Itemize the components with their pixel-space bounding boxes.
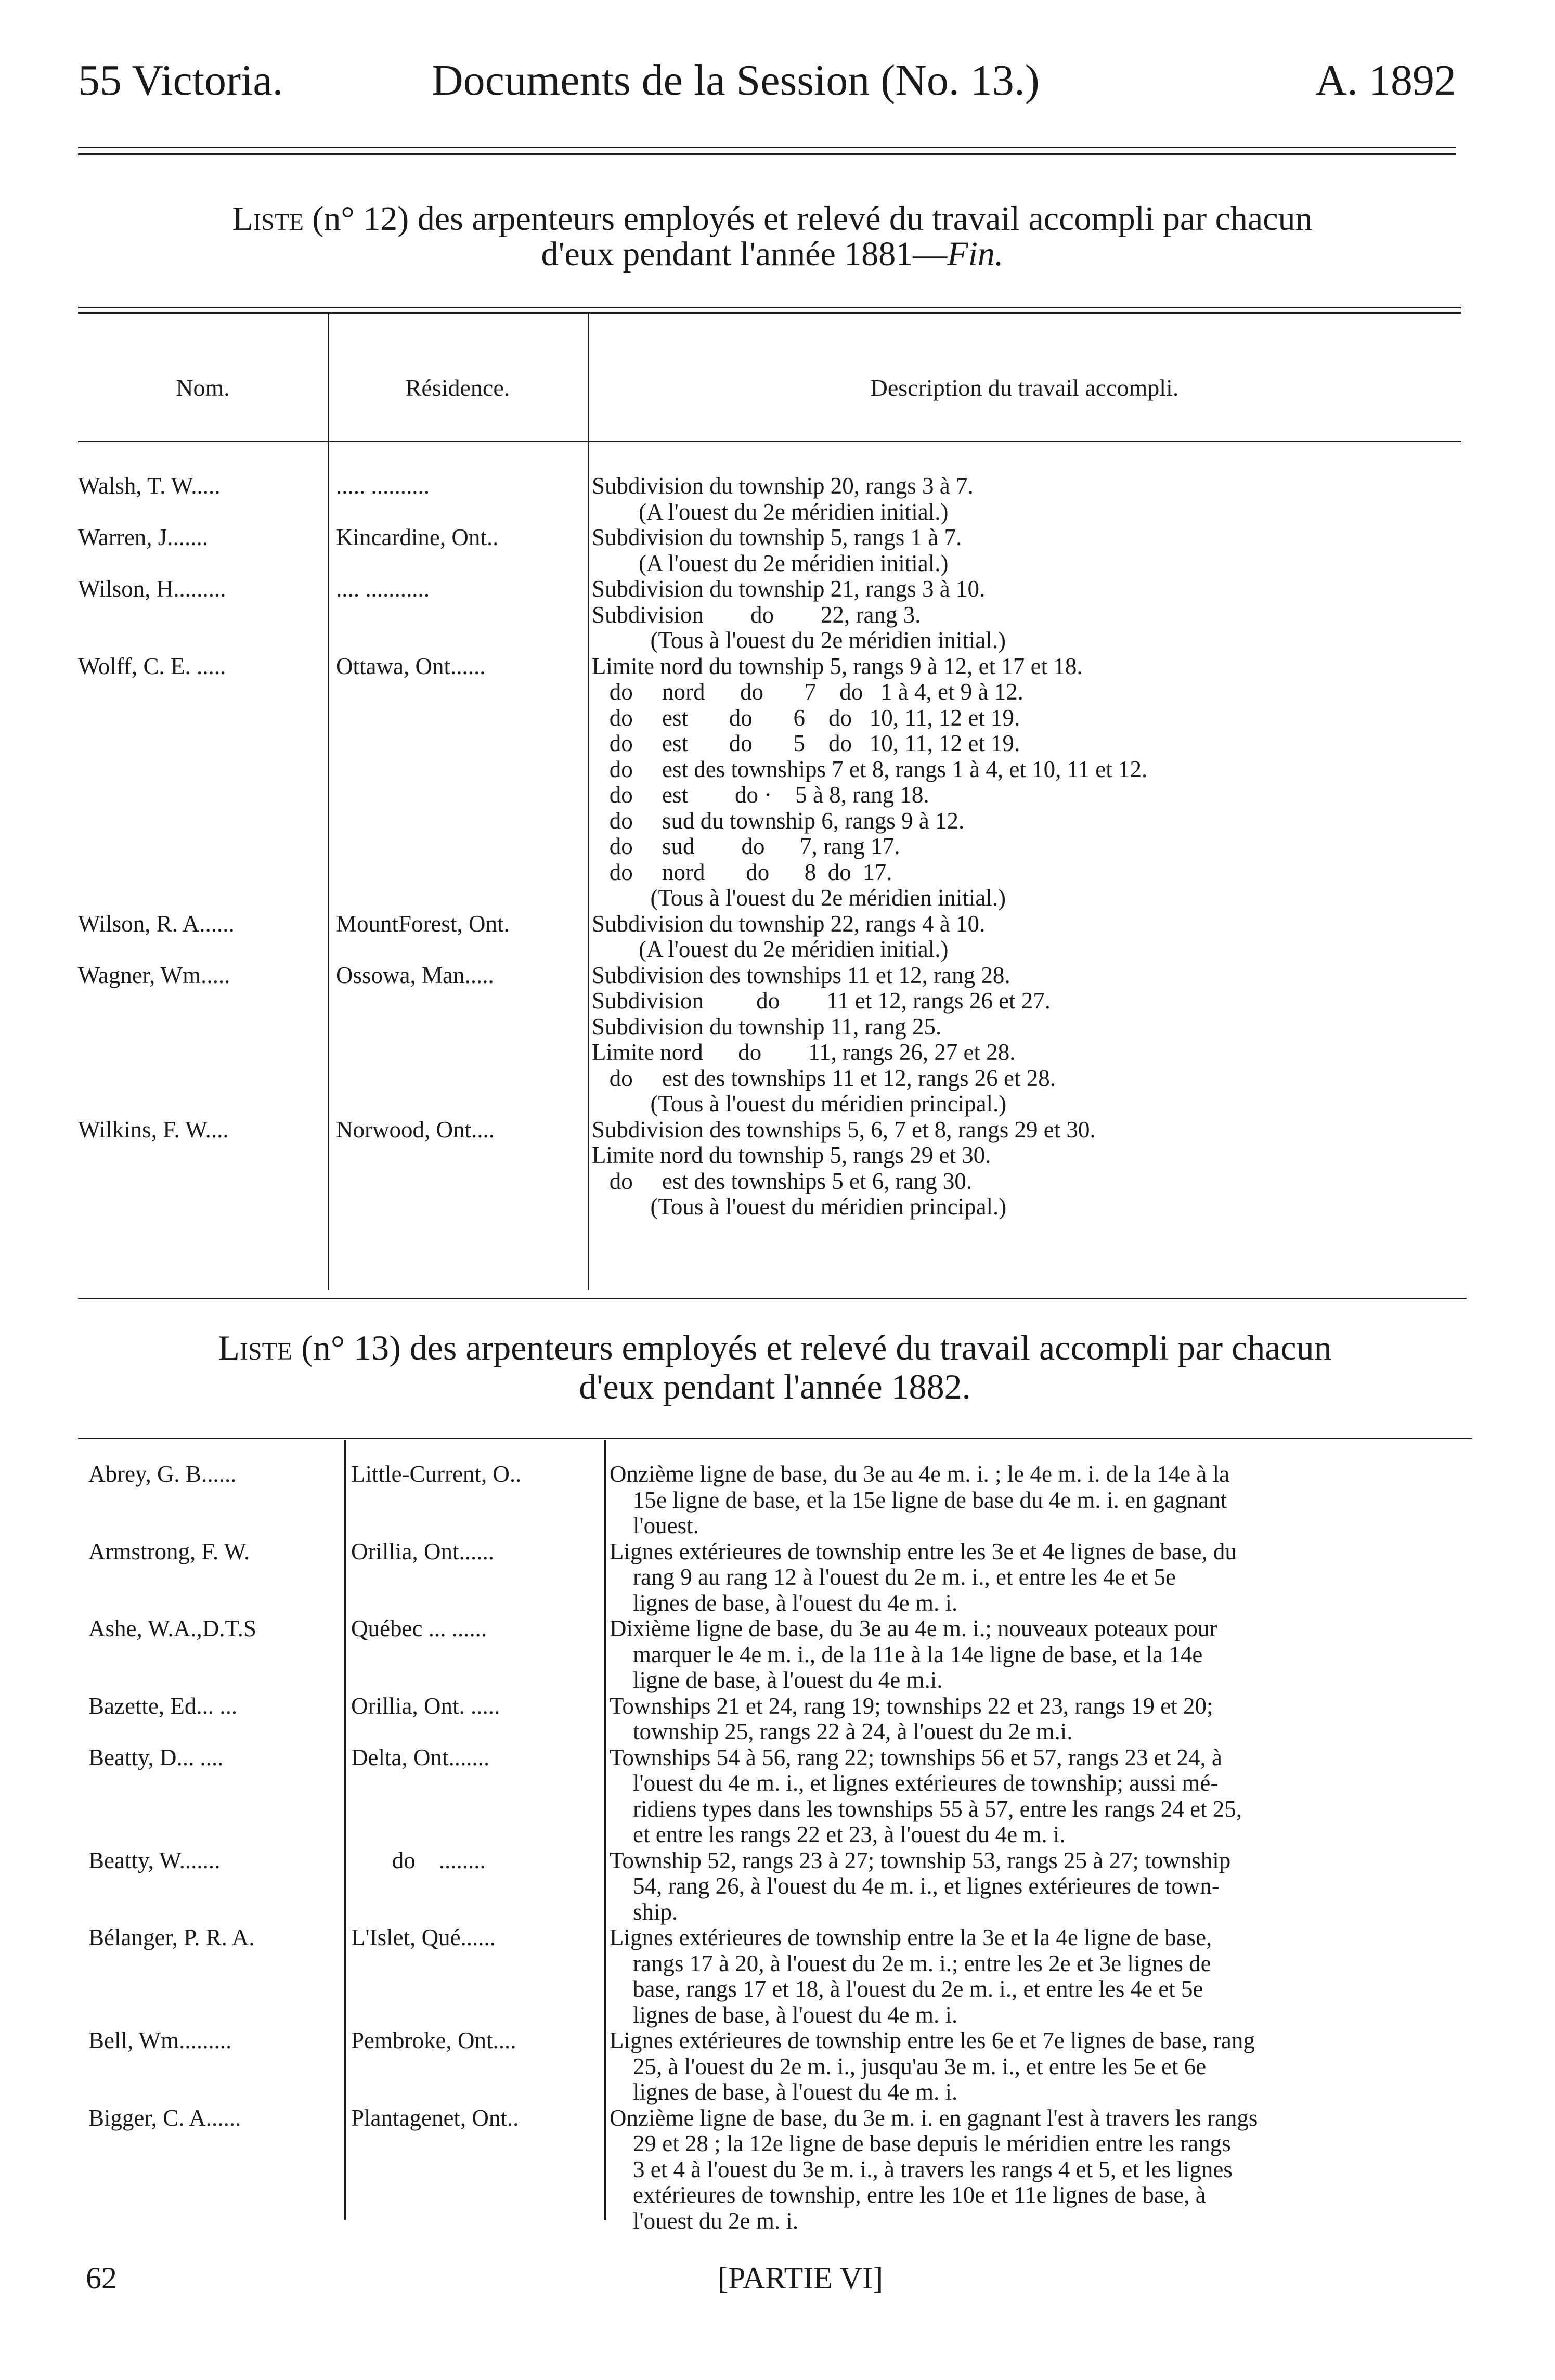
table-row	[78, 2131, 1477, 2157]
name-cell	[78, 1143, 328, 1169]
residence-cell: Québec ... ......	[351, 1616, 487, 1641]
description-cell: Lignes extérieures de township entre les 6e et 7e lignes de base, rang	[610, 2028, 1255, 2053]
list-13-title-line-1	[78, 1329, 1472, 1366]
residence-cell	[328, 499, 588, 525]
name-cell	[78, 1642, 341, 1668]
table-13-rows	[78, 1461, 1477, 2234]
description-cell: lignes de base, à l'ouest du 4e m. i.	[610, 2002, 958, 2028]
residence-cell	[341, 2157, 603, 2183]
residence-cell	[328, 1066, 588, 1092]
table-row	[78, 1513, 1477, 1539]
table-row	[78, 1951, 1477, 1977]
description-cell: base, rangs 17 et 18, à l'ouest du 2e m. i., et entre les 4e et 5e	[610, 1976, 1203, 2002]
residence-cell	[328, 1194, 588, 1220]
description-cell: do nord do 8 do 17.	[592, 859, 892, 885]
header-document-title: Documents de la Session (No. 13.)	[432, 56, 1040, 105]
list-12-title-end: Fin.	[947, 235, 1004, 273]
table-row	[78, 1194, 1472, 1220]
residence-cell	[341, 1873, 603, 1899]
table-row	[78, 1976, 1477, 2002]
list-13-title-text: (n° 13) des arpenteurs employés et relevé du travail accompli par chacun	[301, 1328, 1332, 1367]
residence-cell: .... ...........	[336, 576, 430, 602]
table-row	[78, 1873, 1477, 1899]
list-12-title-line-1	[78, 200, 1467, 238]
description-cell: (Tous à l'ouest du 2e méridien initial.)	[592, 885, 1006, 911]
table-row	[78, 576, 1472, 602]
description-cell: Subdivision du township 11, rang 25.	[592, 1014, 942, 1040]
description-cell: marquer le 4e m. i., de la 11e à la 14e ligne de base, et la 14e	[610, 1641, 1203, 1667]
description-cell: Limite nord du township 5, rangs 29 et 30.	[592, 1143, 991, 1168]
residence-cell: MountForest, Ont.	[336, 911, 510, 937]
residence-cell	[328, 1040, 588, 1066]
description-cell: Subdivision des townships 11 et 12, rang 28.	[592, 962, 1010, 988]
table-row	[78, 2208, 1477, 2234]
table-row	[78, 2182, 1477, 2208]
table-row	[78, 1745, 1477, 1771]
name-cell	[78, 1873, 341, 1899]
list-13-title-prefix: Liste	[218, 1328, 293, 1367]
table-row	[78, 1770, 1477, 1796]
description-cell: do est do 6 do 10, 11, 12 et 19.	[592, 705, 1020, 731]
residence-cell	[341, 2182, 603, 2208]
description-cell: Subdivision do 22, rang 3.	[592, 602, 921, 628]
name-cell: Wilkins, F. W....	[78, 1117, 229, 1143]
table-row	[78, 1719, 1477, 1745]
table-row	[78, 1899, 1477, 1925]
table-row	[78, 602, 1472, 628]
name-cell: Bigger, C. A......	[88, 2105, 241, 2131]
description-cell: (Tous à l'ouest du méridien principal.)	[592, 1091, 1007, 1117]
description-cell: 29 et 28 ; la 12e ligne de base depuis le méridien entre les rangs	[610, 2131, 1231, 2156]
name-cell: Wilson, H.........	[78, 576, 226, 602]
residence-cell	[341, 1719, 603, 1745]
description-cell: l'ouest du 2e m. i.	[610, 2208, 799, 2234]
table-row	[78, 628, 1472, 654]
name-cell	[78, 1951, 341, 1977]
name-cell	[78, 885, 328, 911]
name-cell	[78, 1513, 341, 1539]
name-cell	[78, 1770, 341, 1796]
table-row	[78, 757, 1472, 783]
name-cell	[78, 1796, 341, 1822]
residence-cell	[341, 1513, 603, 1539]
description-cell: do est do · 5 à 8, rang 18.	[592, 782, 929, 808]
name-cell	[78, 1066, 328, 1092]
residence-cell	[341, 1899, 603, 1925]
name-cell	[78, 705, 328, 731]
table-row	[78, 1822, 1477, 1848]
table-row	[78, 2079, 1477, 2105]
description-cell: do sud do 7, rang 17.	[592, 834, 900, 859]
name-cell	[78, 2054, 341, 2080]
table-row	[78, 1616, 1477, 1642]
table-row	[78, 808, 1472, 834]
residence-cell	[341, 1642, 603, 1668]
table-row	[78, 1590, 1477, 1616]
description-cell: do est des townships 7 et 8, rangs 1 à 4, et 10, 11 et 12.	[592, 756, 1148, 782]
name-cell: Beatty, D... ....	[88, 1744, 224, 1770]
name-cell	[78, 628, 328, 654]
name-cell: Bell, Wm.........	[88, 2028, 232, 2053]
table-row	[78, 2002, 1477, 2028]
name-cell	[78, 2131, 341, 2157]
description-cell: ship.	[610, 1899, 678, 1925]
name-cell	[78, 860, 328, 886]
description-cell: (A l'ouest du 2e méridien initial.)	[592, 937, 949, 962]
table-row	[78, 963, 1472, 989]
description-cell: (A l'ouest du 2e méridien initial.)	[592, 499, 949, 525]
list-12-title-text: (n° 12) des arpenteurs employés et relevé du travail accompli par chacun	[312, 200, 1313, 238]
table-row	[78, 2054, 1477, 2080]
table-row	[78, 1461, 1477, 1488]
description-cell: Subdivision du township 21, rangs 3 à 10.	[592, 576, 986, 602]
name-cell	[78, 1822, 341, 1848]
list-12-title-period: d'eux pendant l'année 1881—	[541, 235, 948, 273]
table-row	[78, 1796, 1477, 1822]
table-12-rule-top-1	[78, 307, 1461, 308]
description-cell: Lignes extérieures de township entre la 3e et la 4e ligne de base,	[610, 1925, 1212, 1950]
name-cell	[78, 1976, 341, 2002]
table-row	[78, 860, 1472, 886]
table-row	[78, 2105, 1477, 2131]
residence-cell	[341, 2208, 603, 2234]
residence-cell: Norwood, Ont....	[336, 1117, 495, 1143]
residence-cell	[328, 757, 588, 783]
name-cell	[78, 679, 328, 705]
list-12-title-line-2	[78, 236, 1467, 273]
residence-cell: ..... ..........	[336, 473, 430, 499]
residence-cell	[341, 1564, 603, 1590]
table-row	[78, 1642, 1477, 1668]
name-cell	[78, 1667, 341, 1693]
residence-cell: Orillia, Ont......	[351, 1538, 494, 1564]
description-cell: lignes de base, à l'ouest du 4e m. i.	[610, 1590, 958, 1616]
name-cell: Wagner, Wm.....	[78, 962, 230, 988]
residence-cell	[328, 602, 588, 628]
table-row	[78, 1040, 1472, 1066]
table-12-rows	[78, 473, 1472, 1220]
name-cell: Wilson, R. A......	[78, 911, 235, 937]
table-row	[78, 1667, 1477, 1693]
residence-cell	[328, 937, 588, 963]
description-cell: Limite nord du township 5, rangs 9 à 12, et 17 et 18.	[592, 653, 1083, 679]
table-row	[78, 1848, 1477, 1874]
residence-cell	[341, 2054, 603, 2080]
header-session: 55 Victoria.	[78, 56, 283, 105]
description-cell: Subdivision du township 5, rangs 1 à 7.	[592, 525, 962, 550]
description-cell: Onzième ligne de base, du 3e au 4e m. i. ; le 4e m. i. de la 14e à la	[610, 1461, 1230, 1487]
description-cell: Lignes extérieures de township entre les 3e et 4e lignes de base, du	[610, 1538, 1237, 1564]
name-cell: Armstrong, F. W.	[88, 1538, 250, 1564]
table-row	[78, 1564, 1477, 1590]
name-cell: Abrey, G. B......	[88, 1461, 237, 1487]
name-cell: Bélanger, P. R. A.	[88, 1925, 255, 1950]
description-cell: do nord do 7 do 1 à 4, et 9 à 12.	[592, 679, 1023, 705]
residence-cell: do ........	[351, 1847, 486, 1873]
table-row	[78, 2028, 1477, 2054]
description-cell: Dixième ligne de base, du 3e au 4e m. i.; nouveaux poteaux pour	[610, 1616, 1217, 1641]
header-year: A. 1892	[1315, 56, 1456, 105]
table-row	[78, 1539, 1477, 1565]
description-cell: Limite nord do 11, rangs 26, 27 et 28.	[592, 1040, 1016, 1065]
residence-cell: Little-Current, O..	[351, 1461, 522, 1487]
name-cell	[78, 551, 328, 577]
name-cell: Wolff, C. E. .....	[78, 653, 226, 679]
name-cell: Ashe, W.A.,D.T.S	[88, 1616, 256, 1641]
table-row	[78, 1014, 1472, 1040]
description-cell: 15e ligne de base, et la 15e ligne de base du 4e m. i. en gagnant	[610, 1487, 1227, 1513]
name-cell	[78, 834, 328, 860]
description-cell: do sud du township 6, rangs 9 à 12.	[592, 808, 965, 834]
residence-cell: L'Islet, Qué......	[351, 1925, 496, 1950]
description-cell: ridiens types dans les townships 55 à 57, entre les rangs 24 et 25,	[610, 1796, 1242, 1822]
residence-cell: Ossowa, Man.....	[336, 962, 494, 988]
residence-cell: Delta, Ont.......	[351, 1744, 490, 1770]
list-12-title-prefix: Liste	[232, 200, 304, 238]
table-row	[78, 885, 1472, 911]
residence-cell	[341, 2002, 603, 2028]
description-cell: lignes de base, à l'ouest du 4e m. i.	[610, 2079, 958, 2105]
residence-cell	[328, 860, 588, 886]
name-cell	[78, 2208, 341, 2234]
header-rule-bottom	[78, 153, 1456, 155]
residence-cell	[328, 885, 588, 911]
residence-cell	[328, 834, 588, 860]
column-header-name: Nom.	[176, 374, 230, 401]
table-row	[78, 731, 1472, 757]
table-row	[78, 473, 1472, 499]
list-13-title-line-2: d'eux pendant l'année 1882.	[579, 1367, 971, 1406]
name-cell	[78, 2182, 341, 2208]
residence-cell	[328, 1143, 588, 1169]
table-row	[78, 1143, 1472, 1169]
table-row	[78, 705, 1472, 731]
description-cell: 3 et 4 à l'ouest du 3e m. i., à travers les rangs 4 et 5, et les lignes	[610, 2156, 1233, 2182]
description-cell: ligne de base, à l'ouest du 4e m.i.	[610, 1667, 943, 1693]
description-cell: rangs 17 à 20, à l'ouest du 2e m. i.; entre les 2e et 3e lignes de	[610, 1950, 1211, 1976]
table-row	[78, 1925, 1477, 1951]
name-cell	[78, 2002, 341, 2028]
residence-cell	[328, 782, 588, 808]
residence-cell	[328, 705, 588, 731]
name-cell: Beatty, W.......	[88, 1847, 221, 1873]
residence-cell	[328, 1014, 588, 1040]
table-row	[78, 1066, 1472, 1092]
table-row	[78, 525, 1472, 551]
name-cell	[78, 937, 328, 963]
table-row	[78, 679, 1472, 705]
page-number: 62	[86, 2261, 117, 2295]
residence-cell	[341, 1822, 603, 1848]
residence-cell	[328, 628, 588, 654]
residence-cell	[341, 1770, 603, 1796]
table-row	[78, 782, 1472, 808]
table-row	[78, 1117, 1472, 1143]
table-13-top-rule	[78, 1438, 1472, 1439]
residence-cell	[341, 1976, 603, 2002]
table-12-bottom-rule	[78, 1298, 1467, 1299]
residence-cell	[328, 808, 588, 834]
table-row	[78, 551, 1472, 577]
description-cell: Onzième ligne de base, du 3e m. i. en gagnant l'est à travers les rangs	[610, 2105, 1258, 2131]
residence-cell: Ottawa, Ont......	[336, 653, 486, 679]
description-cell: extérieures de township, entre les 10e et 11e lignes de base, à	[610, 2182, 1206, 2208]
part-label: [PARTIE VI]	[718, 2261, 884, 2295]
residence-cell	[328, 679, 588, 705]
name-cell	[78, 988, 328, 1014]
residence-cell: Orillia, Ont. .....	[351, 1693, 500, 1719]
residence-cell	[328, 988, 588, 1014]
table-row	[78, 834, 1472, 860]
description-cell: Subdivision du township 20, rangs 3 à 7.	[592, 473, 974, 499]
description-cell: Subdivision do 11 et 12, rangs 26 et 27.	[592, 988, 1051, 1014]
table-row	[78, 1693, 1477, 1719]
description-cell: Subdivision des townships 5, 6, 7 et 8, rangs 29 et 30.	[592, 1117, 1096, 1143]
description-cell: l'ouest.	[610, 1513, 699, 1538]
residence-cell: Pembroke, Ont....	[351, 2028, 516, 2053]
residence-cell: Kincardine, Ont..	[336, 525, 499, 550]
column-header-description: Description du travail accompli.	[870, 374, 1179, 401]
residence-cell	[341, 2131, 603, 2157]
description-cell: Townships 21 et 24, rang 19; townships 22 et 23, rangs 19 et 20;	[610, 1693, 1213, 1719]
name-cell	[78, 1488, 341, 1514]
description-cell: Township 52, rangs 23 à 27; township 53, rangs 25 à 27; township	[610, 1847, 1231, 1873]
residence-cell	[328, 1169, 588, 1195]
name-cell	[78, 1719, 341, 1745]
residence-cell	[341, 1590, 603, 1616]
name-cell	[78, 1899, 341, 1925]
description-cell: do est des townships 5 et 6, rang 30.	[592, 1168, 973, 1194]
running-head	[78, 52, 1456, 109]
table-row	[78, 937, 1472, 963]
name-cell	[78, 1040, 328, 1066]
description-cell: (Tous à l'ouest du méridien principal.)	[592, 1194, 1007, 1220]
residence-cell: Plantagenet, Ont..	[351, 2105, 519, 2131]
table-row	[78, 499, 1472, 525]
name-cell	[78, 1194, 328, 1220]
name-cell	[78, 602, 328, 628]
name-cell	[78, 1564, 341, 1590]
residence-cell	[328, 731, 588, 757]
table-row	[78, 988, 1472, 1014]
name-cell	[78, 2157, 341, 2183]
name-cell	[78, 808, 328, 834]
name-cell	[78, 731, 328, 757]
table-row	[78, 1488, 1477, 1514]
name-cell	[78, 1014, 328, 1040]
name-cell: Bazette, Ed... ...	[88, 1693, 238, 1719]
header-rule-top	[78, 147, 1456, 148]
description-cell: 54, rang 26, à l'ouest du 4e m. i., et lignes extérieures de town-	[610, 1873, 1220, 1899]
name-cell	[78, 1091, 328, 1117]
residence-cell	[341, 1667, 603, 1693]
name-cell: Walsh, T. W.....	[78, 473, 221, 499]
name-cell	[78, 1590, 341, 1616]
description-cell: et entre les rangs 22 et 23, à l'ouest du 4e m. i.	[610, 1822, 1066, 1847]
table-row	[78, 911, 1472, 937]
name-cell	[78, 2079, 341, 2105]
description-cell: 25, à l'ouest du 2e m. i., jusqu'au 3e m. i., et entre les 5e et 6e	[610, 2053, 1207, 2079]
table-row	[78, 654, 1472, 680]
description-cell: (Tous à l'ouest du 2e méridien initial.)	[592, 628, 1006, 653]
residence-cell	[341, 1488, 603, 1514]
table-row	[78, 1091, 1472, 1117]
description-cell: Townships 54 à 56, rang 22; townships 56 et 57, rangs 23 et 24, à	[610, 1744, 1222, 1770]
name-cell: Warren, J.......	[78, 525, 209, 550]
description-cell: rang 9 au rang 12 à l'ouest du 2e m. i., et entre les 4e et 5e	[610, 1564, 1176, 1590]
description-cell: (A l'ouest du 2e méridien initial.)	[592, 550, 949, 576]
residence-cell	[341, 2079, 603, 2105]
name-cell	[78, 1169, 328, 1195]
table-12-header-rule	[78, 441, 1461, 442]
description-cell: l'ouest du 4e m. i., et lignes extérieures de township; aussi mé-	[610, 1770, 1219, 1796]
table-row	[78, 2157, 1477, 2183]
name-cell	[78, 782, 328, 808]
description-cell: township 25, rangs 22 à 24, à l'ouest du 2e m.i.	[610, 1719, 1073, 1744]
residence-cell	[328, 1091, 588, 1117]
name-cell	[78, 499, 328, 525]
table-12-rule-top-2	[78, 312, 1461, 314]
residence-cell	[341, 1796, 603, 1822]
table-row	[78, 1169, 1472, 1195]
description-cell: Subdivision du township 22, rangs 4 à 10.	[592, 911, 986, 937]
residence-cell	[328, 551, 588, 577]
name-cell	[78, 757, 328, 783]
description-cell: do est des townships 11 et 12, rangs 26 et 28.	[592, 1065, 1056, 1091]
residence-cell	[341, 1951, 603, 1977]
description-cell: do est do 5 do 10, 11, 12 et 19.	[592, 731, 1020, 756]
column-header-residence: Résidence.	[405, 374, 510, 401]
